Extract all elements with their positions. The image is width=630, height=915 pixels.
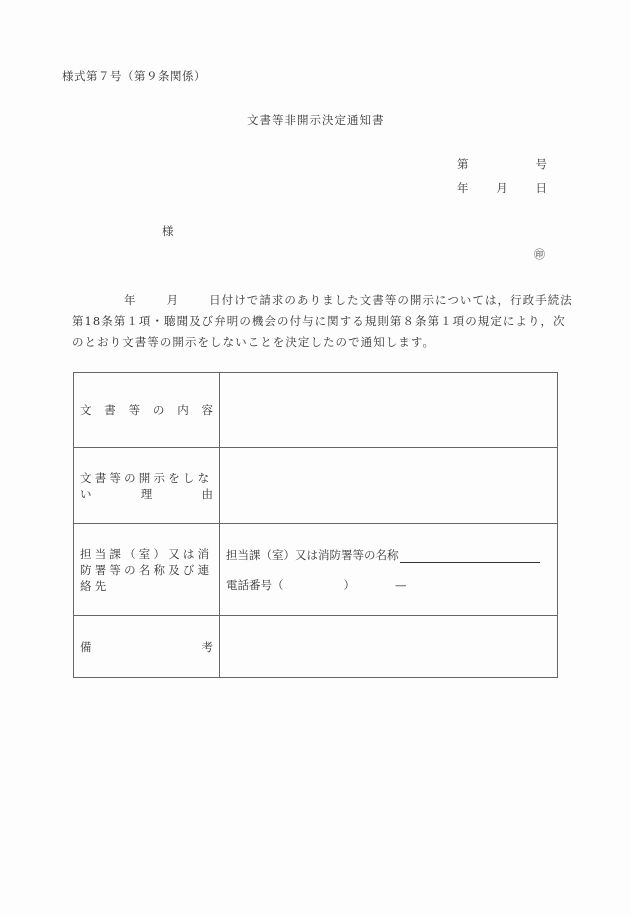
label-non-disclosure-reason: 文書等の開示をしな い 理 由 [74,448,220,524]
document-title: 文書等非開示決定通知書 [247,113,385,127]
issue-number [457,156,547,172]
table-row-non-disclosure-reason [74,448,558,524]
contact-name-blank[interactable] [400,550,540,563]
contact-name-label: 担当課（室）又は消防署等の名称 [226,547,399,562]
issue-month: 月 [496,181,508,195]
seal-icon: ㊞ [534,248,545,261]
phone-number-field[interactable] [226,577,551,593]
label-contact: 担当課（室）又は消 防署等の名称及び連 絡先 [74,524,220,616]
body-line-2: 第18条第１項・聴聞及び弁明の機会の付与に関する規則第８条第１項の規定により，次 [72,314,566,328]
table-row-document-content [74,373,558,448]
issue-number-prefix: 第 [457,157,469,171]
issue-year: 年 [457,181,469,195]
notice-body [72,290,577,353]
field-non-disclosure-reason[interactable] [220,448,558,524]
label-remarks: 備 考 [74,616,220,678]
table-row-contact [74,524,558,616]
form-number: 様式第７号（第９条関係） [62,69,206,83]
body-line-3: のとおり文書等の開示をしないことを決定したので通知します。 [72,335,436,349]
addressee-honorific: 様 [162,224,174,238]
field-document-content[interactable] [220,373,558,448]
field-remarks[interactable] [220,616,558,678]
issue-day: 日 [535,181,547,195]
label-document-content: 文 書 等 の 内 容 [74,373,220,448]
body-line-1: 年 月 日付けで請求のありました文書等の開示については，行政手続法 [124,293,573,307]
phone-label: 電話番号（ [226,577,284,592]
notice-table [73,372,558,678]
phone-dash: — [395,577,407,592]
issue-number-suffix: 号 [535,157,547,171]
field-contact [220,524,558,616]
phone-close-paren: ） [343,577,355,592]
table-row-remarks [74,616,558,678]
issue-date [457,180,547,196]
